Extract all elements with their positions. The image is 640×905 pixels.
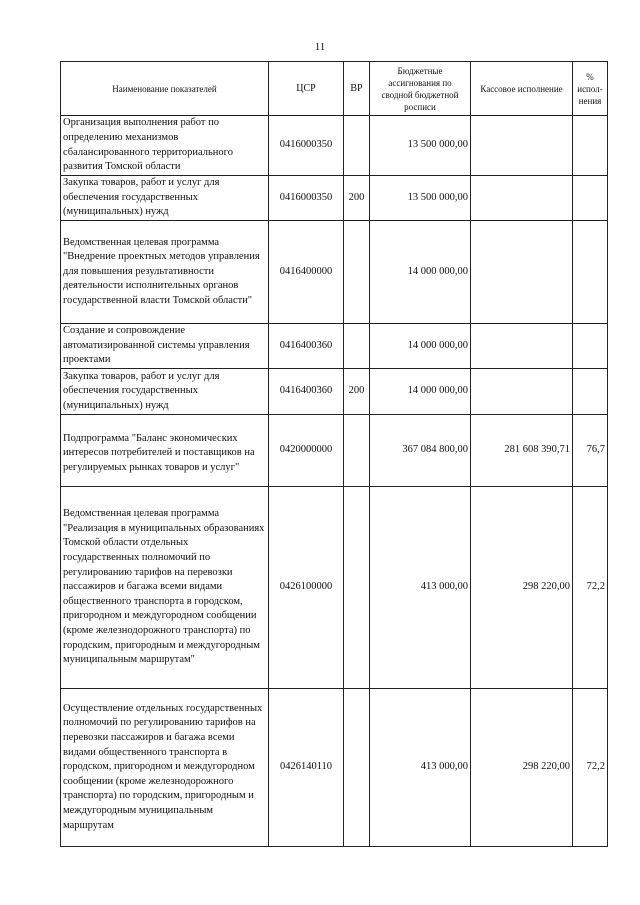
row-vr: 200 [344,176,370,221]
table-row [61,689,608,847]
row-csr: 0416400000 [269,221,344,324]
row-vr [344,116,370,176]
row-name: Закупка товаров, работ и услуг для обеспечения государственных (муниципальных) нужд [61,369,269,415]
row-percent: 76,7 [573,415,608,487]
row-csr: 0416000350 [269,116,344,176]
header-allocations: Бюджетные ассигнования по сводной бюджетной росписи [370,62,471,116]
row-vr [344,221,370,324]
row-execution: 298 220,00 [471,487,573,689]
row-allocation: 413 000,00 [370,689,471,847]
row-vr [344,324,370,369]
row-execution: 298 220,00 [471,689,573,847]
row-percent [573,116,608,176]
row-percent: 72,2 [573,689,608,847]
page-number: 11 [314,41,326,53]
row-vr [344,487,370,689]
row-execution [471,324,573,369]
row-csr: 0420000000 [269,415,344,487]
row-vr [344,689,370,847]
row-name: Ведомственная целевая программа "Внедрение проектных методов управления для повышения результативности деятельности исполнительных органов государственной власти Томской области" [61,221,269,324]
row-percent [573,369,608,415]
table-header-row [61,62,608,116]
row-allocation: 367 084 800,00 [370,415,471,487]
header-percent: % испол- нения [573,62,608,116]
row-vr [344,415,370,487]
row-execution [471,116,573,176]
row-execution: 281 608 390,71 [471,415,573,487]
row-allocation: 14 000 000,00 [370,369,471,415]
row-execution [471,176,573,221]
row-execution [471,221,573,324]
table-row [61,116,608,176]
row-name: Закупка товаров, работ и услуг для обеспечения государственных (муниципальных) нужд [61,176,269,221]
row-csr: 0426140110 [269,689,344,847]
row-allocation: 13 500 000,00 [370,176,471,221]
header-name: Наименование показателей [61,62,269,116]
table-row [61,487,608,689]
table-row [61,415,608,487]
row-csr: 0416400360 [269,369,344,415]
header-execution: Кассовое исполнение [471,62,573,116]
row-percent: 72,2 [573,487,608,689]
row-percent [573,176,608,221]
row-allocation: 14 000 000,00 [370,221,471,324]
row-percent [573,324,608,369]
row-vr: 200 [344,369,370,415]
row-allocation: 14 000 000,00 [370,324,471,369]
table-row [61,369,608,415]
row-name: Создание и сопровождение автоматизированной системы управления проектами [61,324,269,369]
row-csr: 0426100000 [269,487,344,689]
budget-execution-table [60,61,608,847]
row-name: Осуществление отдельных государственных полномочий по регулированию тарифов на перевозки пассажиров и багажа всеми видами общественного транспорта в городском, пригородном и междугородном сообщении (кроме железнодорожного транспорта) по городским, пригородным и междугородным муниципальным маршрутам [61,689,269,847]
header-vr: ВР [344,62,370,116]
table-row [61,221,608,324]
row-allocation: 413 000,00 [370,487,471,689]
header-csr: ЦСР [269,62,344,116]
table-row [61,176,608,221]
table-row [61,324,608,369]
row-name: Ведомственная целевая программа "Реализация в муниципальных образованиях Томской области отдельных государственных полномочий по регулированию тарифов на перевозки пассажиров и багажа всеми видами общественного транспорта в городском, пригородном и междугородном сообщении (кроме железнодорожного транспорта) по городским, пригородным и междугородным муниципальным маршрутам" [61,487,269,689]
row-csr: 0416000350 [269,176,344,221]
row-execution [471,369,573,415]
row-name: Организация выполнения работ по определению механизмов сбалансированного территориального развития Томской области [61,116,269,176]
row-percent [573,221,608,324]
row-csr: 0416400360 [269,324,344,369]
row-allocation: 13 500 000,00 [370,116,471,176]
row-name: Подпрограмма "Баланс экономических интересов потребителей и поставщиков на регулируемых рынках товаров и услуг" [61,415,269,487]
